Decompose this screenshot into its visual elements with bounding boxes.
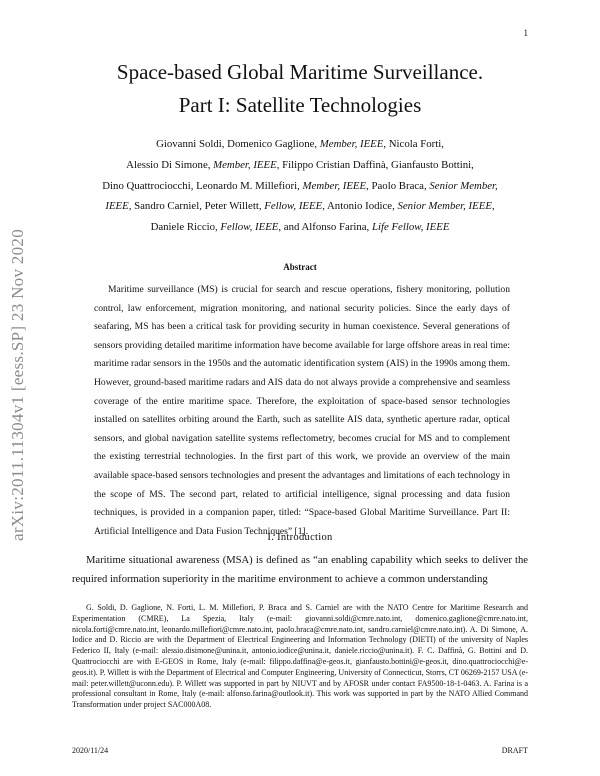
author-text: , Daniele Riccio,: [150, 200, 495, 234]
author-text: , Nicola Forti,: [383, 138, 444, 150]
page-number: 1: [523, 28, 528, 38]
author-membership: Member, IEEE: [319, 138, 384, 150]
author-text: , Sandro Carniel, Peter Willett,: [128, 200, 265, 213]
abstract-heading: Abstract: [283, 262, 317, 272]
author-membership: Member, IEEE: [213, 158, 277, 171]
abstract-body: Maritime surveillance (MS) is crucial for search and rescue operations, fishery monitoring, pollution control, law enforcement, migration monitoring, and national security policies. Since the early days of seafaring, MS has been a critical task for providing security in human coexistence. Several generations of sensors providing detailed maritime information have become available for large offshore areas in real time: maritime radar sensors in the 1950s and the automatic identification system (AIS) in the 1990s among them. However, ground-based maritime radars and AIS data do not always provide a comprehensive and seamless coverage of the entire maritime space. Therefore, the exploitation of space-based sensor technologies installed on satellites orbiting around the Earth, such as satellite AIS data, synthetic aperture radar, optical sensors, and global navigation satellite systems reflectometry, becomes crucial for MS and to complement the existing terrestrial technologies. In the first part of this work, we provide an overview of the main available space-based sensors technologies and present the advantages and limitations of each technology in the scope of MS. The second part, related to artificial intelligence, signal processing and data fusion techniques, is provided in a companion paper, titled: “Space-based Global Maritime Surveillance. Part II: Artificial Intelligence and Data Fusion Techniques” [1].: [94, 284, 510, 537]
author-text: Giovanni Soldi, Domenico Gaglione,: [156, 138, 320, 150]
author-list: [90, 134, 510, 238]
author-text: , and Alfonso Farina,: [278, 221, 372, 234]
author-text: , Paolo Braca,: [366, 179, 430, 192]
title-line-2: Part I: Satellite Technologies: [178, 93, 422, 117]
author-text: , Antonio Iodice,: [322, 200, 398, 213]
arxiv-sidebar: [6, 205, 30, 565]
author-affiliation-footnote: G. Soldi, D. Gaglione, N. Forti, L. M. Millefiori, P. Braca and S. Carniel are with the NATO Centre for Maritime Research and Experimentation (CMRE), La Spezia, Italy (e-mail: giovanni.soldi@cmre.nato.int, domenico.gaglione@cmre.nato.int, nicola.forti@cmre.nato.int, leonardo.millefiori@cmre.nato.int, paolo.braca@cmre.nato.int, sandro.carniel@cmre.nato.int). A. Di Simone, A. Iodice and D. Riccio are with the Department of Electrical Engineering and Information Technology (DIETI) of the university of Naples Federico II, Italy (e-mail: alessio.disimone@unina.it, antonio.iodice@unina.it, daniele.riccio@unina.it). F. C. Daffinà, G. Bottini and D. Quattrociocchi are with E-GEOS in Rome, Italy (e-mail: filippo.daffina@e-geos.it, gianfausto.bottini@e-geos.it, dino.quattrociocchi@e-geos.it). P. Willett is with the Department of Electrical and Computer Engineering, University of Connecticut, Storrs, CT 06269-2157 USA (e-mail: peter.willett@uconn.edu). P. Willett was supported in part by NIUVT and by AFOSR under contact FA9500-18-1-0463. A. Farina is a professional consultant in Rome, Italy (e-mail: alfonso.farina@outlook.it). This work was supported in part by the NATO Allied Command Transformation under project SAC000A08.: [72, 603, 528, 710]
arxiv-identifier[interactable]: arXiv:2011.11304v1 [eess.SP] 23 Nov 2020: [8, 229, 27, 541]
paper-title: [60, 56, 540, 122]
section-heading-introduction: I. Introduction: [267, 532, 333, 543]
author-membership: Life Fellow, IEEE: [371, 221, 450, 234]
author-membership: Fellow, IEEE: [220, 221, 279, 234]
footer-date: 2020/11/24: [72, 746, 109, 755]
title-line-1: Space-based Global Maritime Surveillance.: [116, 60, 484, 84]
introduction-paragraph: Maritime situational awareness (MSA) is defined as “an enabling capability which seeks to deliver the required information superiority in the maritime environment to achieve a common understanding: [72, 555, 528, 586]
author-text: , Filippo Cristian Daffinà, Gianfausto Bottini,: [276, 158, 474, 171]
author-membership: Senior Member, IEEE: [105, 179, 498, 213]
author-membership: Fellow, IEEE: [264, 200, 323, 213]
author-text: Alessio Di Simone,: [126, 158, 214, 171]
footer-draft-label: DRAFT: [501, 746, 528, 755]
author-text: Dino Quattrociocchi, Leonardo M. Millefiori,: [102, 179, 303, 192]
author-membership: Member, IEEE: [302, 179, 367, 192]
author-membership: Senior Member, IEEE: [397, 200, 492, 213]
